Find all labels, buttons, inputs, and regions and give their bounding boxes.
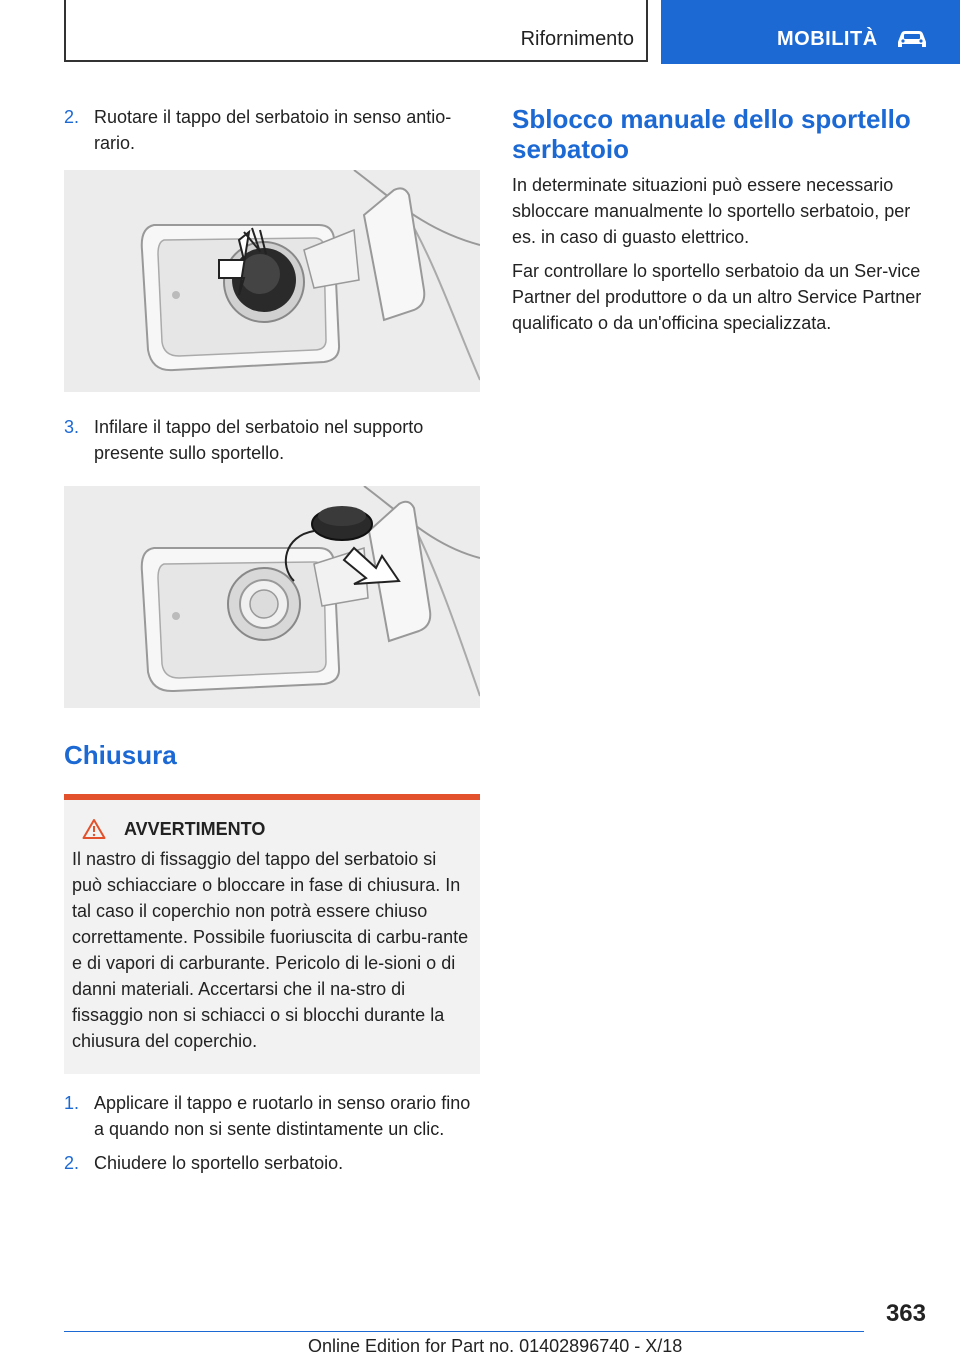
warning-label: AVVERTIMENTO [124, 818, 266, 839]
step-number: 2. [64, 107, 80, 127]
fuel-cap-turn-figure [64, 170, 480, 392]
paragraph: In determinate situazioni può essere necessario sbloccare manualmente lo sportello serbatoio, per es. in caso di guasto elettrico. [512, 175, 911, 247]
step-item [64, 1150, 480, 1176]
left-column [64, 104, 480, 1176]
step-text: Applicare il tappo e ruotarlo in senso orario fino a quando non si sente distintamente un clic. [94, 1093, 471, 1139]
step-item [64, 414, 480, 466]
step-item [64, 104, 480, 156]
paragraph: Far controllare lo sportello serbatoio da un Ser-vice Partner del produttore o da un altro Service Partner qualificato o da un'officina specializzata. [512, 261, 922, 333]
manual-unlock-title: Sblocco manuale dello sportello serbatoio [512, 104, 911, 164]
header-chapter-title: MOBILITÀ [777, 28, 878, 50]
header-section-box [64, 0, 648, 62]
step-text: Infilare il tappo del serbatoio nel supporto presente sullo sportello. [94, 417, 424, 463]
footer-edition: Online Edition for Part no. 01402896740 - X/18 [308, 1336, 683, 1356]
warning-box [64, 800, 480, 1074]
right-column [512, 104, 922, 336]
footer-divider [64, 1331, 864, 1332]
header-chapter-tab [661, 0, 960, 64]
step-number: 1. [64, 1093, 80, 1113]
warning-text: Il nastro di fissaggio del tappo del serbatoio si può schiacciare o bloccare in fase di chiusura. In tal caso il coperchio non potrà essere chiuso correttamente. Possibile fuoriuscita di carbu-rante e di vapori di carburante. Pericolo di le-sioni o di danni materiali. Accertarsi che il na-stro di fissaggio non si schiacci o si blocchi durante la chiusura del coperchio. [72, 849, 469, 1051]
step-text: Ruotare il tappo del serbatoio in senso antio-rario. [94, 107, 452, 153]
car-icon [895, 28, 929, 50]
step-item [64, 1090, 480, 1142]
fuel-cap-holder-figure [64, 486, 480, 708]
closing-section-title: Chiusura [64, 740, 177, 770]
step-text: Chiudere lo sportello serbatoio. [94, 1153, 344, 1173]
step-number: 3. [64, 417, 80, 437]
page-number: 363 [885, 1300, 926, 1327]
warning-heading [72, 818, 470, 840]
header-section-title: Rifornimento [520, 28, 634, 50]
warning-triangle-icon [82, 818, 106, 840]
step-number: 2. [64, 1153, 80, 1173]
